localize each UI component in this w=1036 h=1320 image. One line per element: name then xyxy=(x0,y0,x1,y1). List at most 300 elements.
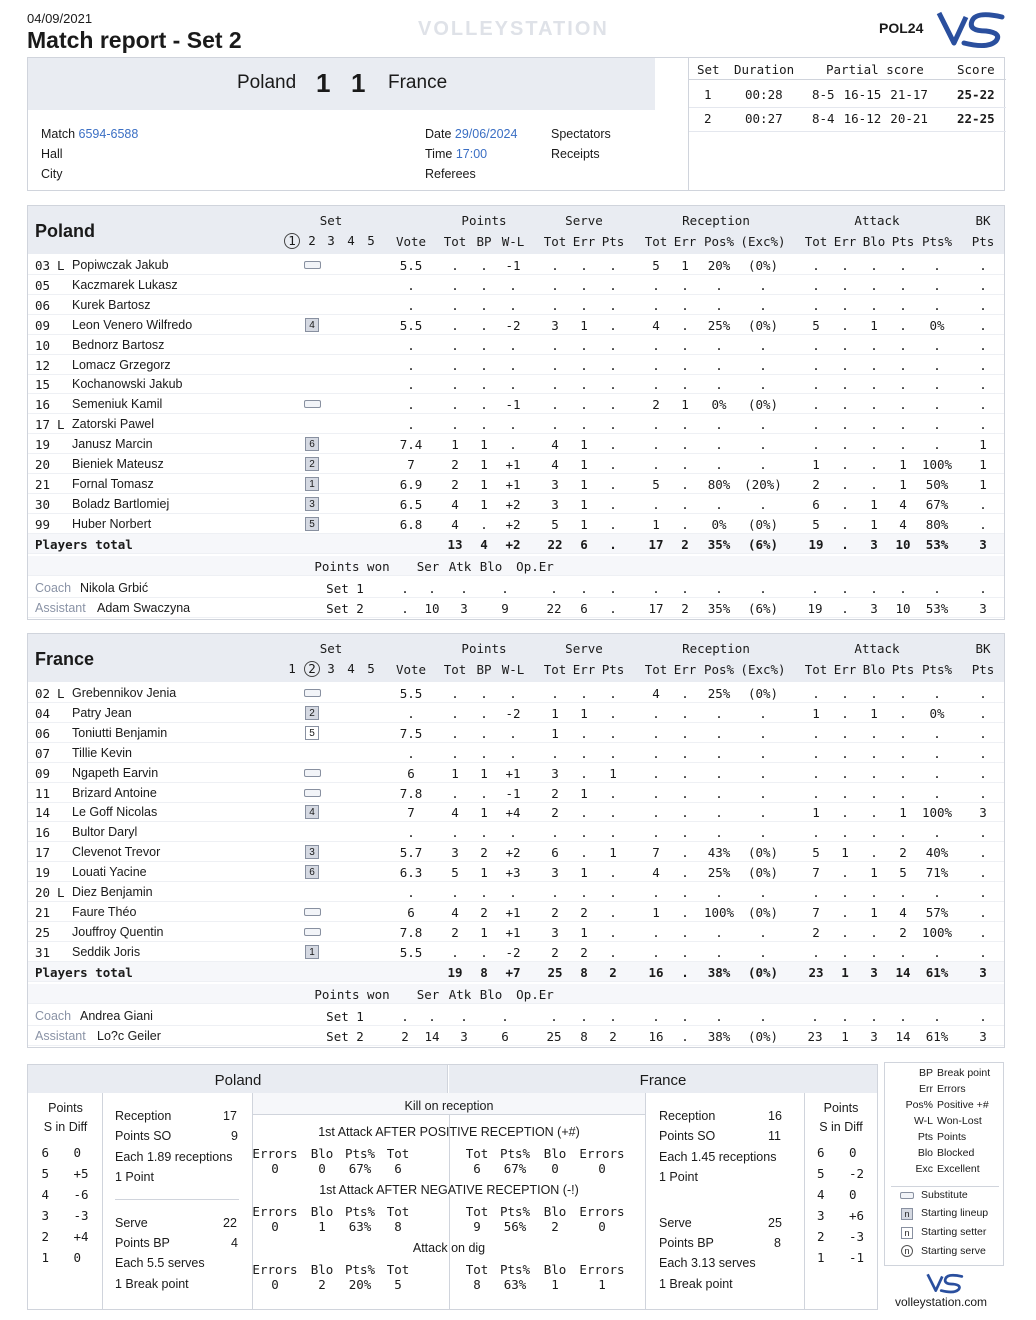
stat-cell: 100% xyxy=(921,457,953,472)
stat-cell: . xyxy=(480,377,488,393)
legend-abbr: Exc xyxy=(915,1163,933,1175)
set-label: Set 1 xyxy=(326,1008,364,1024)
col-header: Err xyxy=(833,234,857,249)
set-label: Set 2 xyxy=(326,600,364,616)
player-row xyxy=(28,454,1004,474)
stat-cell: . xyxy=(979,417,987,433)
col-group-set: Set xyxy=(319,213,343,228)
set-stat-cell: . xyxy=(550,580,558,596)
stat-cell: . xyxy=(652,457,660,472)
won-header-cell: Atk xyxy=(448,558,472,574)
stat-cell: . xyxy=(580,845,588,861)
kill-left-header: Pts% xyxy=(344,1204,376,1219)
set-number-1 xyxy=(282,661,302,676)
stat-cell: . xyxy=(609,885,617,900)
set-stat-cell: 1 xyxy=(841,1028,849,1044)
col-header: Vote xyxy=(395,662,427,677)
col-group-serve: Serve xyxy=(565,641,603,656)
stat-cell: . xyxy=(609,725,617,741)
stat-cell: . xyxy=(715,357,723,373)
player-name: Faure Théo xyxy=(72,904,137,919)
stat-cell: . xyxy=(812,357,820,373)
sets-hdr-duration: Duration xyxy=(734,62,795,77)
match-id-link[interactable]: 6594-6588 xyxy=(78,127,139,141)
stat-cell: . xyxy=(870,924,878,940)
stat-cell: -1 xyxy=(505,397,521,413)
player-row xyxy=(28,802,1004,822)
kill-left-value: 8 xyxy=(394,1219,402,1234)
stat-cell: . xyxy=(759,885,767,900)
col-header: Tot xyxy=(804,662,828,677)
stat-cell: 4 xyxy=(652,865,660,881)
sdiff-rotation: 2 xyxy=(817,1229,825,1244)
team-name: France xyxy=(35,649,95,669)
stat-cell: 1 xyxy=(609,765,617,781)
current-set-circle: 1 xyxy=(284,233,300,249)
col-group-points: Points xyxy=(461,213,507,228)
stat-cell: . xyxy=(899,317,907,333)
player-number: 20 xyxy=(35,885,51,900)
stat-cell: . xyxy=(759,457,767,472)
stat-cell: 1 xyxy=(870,516,878,532)
set-stat-cell: 19 xyxy=(807,600,823,616)
kill-on-reception-box xyxy=(253,1093,645,1310)
set-stat-cell: 2 xyxy=(401,1028,409,1044)
stat-cell: 1 xyxy=(480,865,488,881)
stat-cell: . xyxy=(609,397,617,413)
starting-position-badge: 4 xyxy=(305,318,319,332)
player-number: 19 xyxy=(35,865,51,881)
stat-cell: . xyxy=(681,417,689,433)
stat-cell: . xyxy=(580,397,588,413)
stat-cell: . xyxy=(812,765,820,781)
stat-cell: . xyxy=(451,725,459,741)
stat-cell: 1 xyxy=(812,457,820,472)
col-group-attack: Attack xyxy=(854,213,900,228)
kill-right-value: 9 xyxy=(473,1219,481,1234)
stat-cell: . xyxy=(715,705,723,721)
stat-cell: . xyxy=(899,705,907,721)
stat-cell: . xyxy=(759,924,767,940)
stat-cell: 3 xyxy=(979,805,987,821)
stat-cell: . xyxy=(979,924,987,940)
sdiff-value: 0 xyxy=(73,1250,82,1265)
stat-cell: . xyxy=(979,865,987,881)
sdiff-rotation: 3 xyxy=(41,1208,50,1223)
legend-substitute: Substitute xyxy=(921,1189,968,1201)
stat-cell: 1 xyxy=(580,437,588,453)
set-stat-cell: 10 xyxy=(424,600,440,616)
col-group-serve: Serve xyxy=(565,213,603,228)
stat-cell: . xyxy=(407,417,415,433)
stat-cell: . xyxy=(979,297,987,313)
set-stat-cell: . xyxy=(550,1008,558,1024)
stat-cell: . xyxy=(841,686,849,701)
stat-cell: . xyxy=(870,805,878,821)
stat-cell: . xyxy=(899,885,907,900)
kill-left-value: 63% xyxy=(348,1219,372,1234)
stat-cell: 4 xyxy=(899,516,907,532)
stat-cell: 25% xyxy=(707,317,731,333)
stat-cell: 4 xyxy=(551,457,559,472)
legend-desc: Blocked xyxy=(937,1147,975,1159)
stat-cell: . xyxy=(681,357,689,373)
away-serve-point: 1 Break point xyxy=(659,1277,733,1291)
team-name: Poland xyxy=(35,221,96,241)
set-stat-cell: . xyxy=(401,1008,409,1024)
player-row xyxy=(28,723,1004,743)
kill-right-header: Pts% xyxy=(499,1146,531,1161)
col-header: Tot xyxy=(443,234,467,249)
set-stat-cell: . xyxy=(609,600,617,616)
player-number: 06 xyxy=(35,725,51,741)
set-row-partial: 8-4 16-12 20-21 xyxy=(812,111,928,126)
stat-cell: . xyxy=(681,805,689,821)
player-number: 09 xyxy=(35,765,51,781)
stat-cell: . xyxy=(451,825,459,841)
kill-left-value: 5 xyxy=(394,1277,402,1292)
player-name: Kochanowski Jakub xyxy=(72,377,183,392)
home-serve-value: 22 xyxy=(223,1216,237,1230)
set-stat-cell: . xyxy=(759,580,767,596)
stat-cell: 1 xyxy=(841,845,849,861)
stat-cell: . xyxy=(715,277,723,293)
legend-abbr: Pts xyxy=(917,1131,933,1143)
stat-cell: . xyxy=(551,686,559,701)
stat-cell: . xyxy=(652,785,660,801)
player-name: Diez Benjamin xyxy=(72,885,153,899)
player-number: 05 xyxy=(35,277,51,293)
stat-cell: . xyxy=(609,337,617,353)
stat-cell: 1 xyxy=(870,865,878,881)
player-number: 02 xyxy=(35,686,51,701)
stat-cell: . xyxy=(681,496,689,512)
stat-cell: . xyxy=(681,337,689,353)
kill-right-header: Tot xyxy=(465,1204,489,1219)
stat-cell: . xyxy=(451,417,459,433)
team-header-bar xyxy=(28,206,1004,254)
stat-cell: -1 xyxy=(505,785,521,801)
stat-cell: . xyxy=(681,476,689,492)
won-header-cell: Blo xyxy=(479,986,503,1002)
total-cell: . xyxy=(609,536,617,552)
away-sdiff-box xyxy=(805,1093,877,1310)
stat-cell: . xyxy=(933,885,941,900)
home-sdiff-label: S in Diff xyxy=(43,1120,88,1134)
set-number-label: 3 xyxy=(327,661,335,676)
kill-left-header: Tot xyxy=(386,1204,410,1219)
stat-cell: . xyxy=(609,496,617,512)
stat-cell: 71% xyxy=(925,865,949,881)
stat-cell: 3 xyxy=(551,317,559,333)
stat-cell: 7 xyxy=(812,865,820,881)
player-name: Zatorski Pawel xyxy=(72,417,154,432)
stat-cell: . xyxy=(841,417,849,433)
stat-cell: . xyxy=(480,944,488,960)
stat-cell: . xyxy=(580,885,588,900)
stat-cell: . xyxy=(609,297,617,313)
stat-cell: (0%) xyxy=(747,686,779,701)
stat-cell: 5 xyxy=(812,317,820,333)
stat-cell: +2 xyxy=(505,516,521,532)
stat-cell: . xyxy=(812,885,820,900)
stat-cell: -2 xyxy=(505,705,521,721)
stat-cell: . xyxy=(652,885,660,900)
stat-cell: 1 xyxy=(480,805,488,821)
stat-cell: . xyxy=(652,944,660,960)
stat-cell: 7.8 xyxy=(399,924,423,940)
stat-cell: 1 xyxy=(652,904,660,920)
player-row xyxy=(28,414,1004,434)
stat-cell: 6.8 xyxy=(399,516,423,532)
stat-cell: . xyxy=(759,357,767,373)
points-won-header xyxy=(28,556,1004,576)
set-row-score: 22-25 xyxy=(957,111,995,126)
kill-left-value: 0 xyxy=(271,1161,279,1176)
stat-cell: . xyxy=(979,337,987,353)
stat-cell: . xyxy=(480,357,488,373)
player-number: 19 xyxy=(35,437,51,453)
stat-cell: . xyxy=(407,745,415,761)
stat-cell: 6 xyxy=(407,904,415,920)
stat-cell: 2 xyxy=(551,904,559,920)
legend-starting-setter: Starting setter xyxy=(921,1226,987,1238)
stat-cell: 1 xyxy=(812,805,820,821)
stat-cell: . xyxy=(841,904,849,920)
total-cell: 13 xyxy=(447,536,463,552)
player-row xyxy=(28,355,1004,375)
col-group-bk: BK xyxy=(975,213,991,228)
stat-cell: . xyxy=(715,457,723,472)
stat-cell: . xyxy=(509,337,517,353)
legend-abbr: BP xyxy=(918,1067,933,1079)
stat-cell: . xyxy=(509,725,517,741)
set-stat-cell: . xyxy=(870,1008,878,1024)
stat-cell: 7 xyxy=(812,904,820,920)
stat-cell: . xyxy=(451,337,459,353)
sdiff-rotation: 1 xyxy=(41,1250,50,1265)
col-header: Pts xyxy=(891,662,915,677)
libero-marker: L xyxy=(57,885,65,900)
stat-cell: . xyxy=(509,357,517,373)
set-number-4 xyxy=(341,233,361,248)
total-cell: 6 xyxy=(580,536,588,552)
set-row-partial: 8-5 16-15 21-17 xyxy=(812,87,928,102)
col-header: Pos% xyxy=(703,234,735,249)
stat-cell: . xyxy=(812,437,820,453)
player-row xyxy=(28,703,1004,723)
stat-cell: . xyxy=(899,417,907,433)
sdiff-rotation: 4 xyxy=(817,1187,825,1202)
set-row-duration: 00:28 xyxy=(745,87,783,102)
set-stat-cell: (0%) xyxy=(747,1028,779,1044)
stat-cell: . xyxy=(870,357,878,373)
player-row xyxy=(28,275,1004,295)
won-header-cell: Atk xyxy=(448,986,472,1002)
stat-cell: . xyxy=(451,785,459,801)
stat-cell: 1 xyxy=(899,476,907,492)
stat-cell: . xyxy=(681,825,689,841)
stat-cell: . xyxy=(899,277,907,293)
stat-cell: 4 xyxy=(652,317,660,333)
stat-cell: . xyxy=(870,476,878,492)
stat-cell: . xyxy=(715,337,723,353)
match-label: Match xyxy=(41,127,76,141)
set-stat-cell: . xyxy=(501,580,509,596)
stat-cell: . xyxy=(841,437,849,453)
stat-cell: . xyxy=(480,317,488,333)
home-sdiff-box xyxy=(28,1093,103,1310)
set-stat-cell: . xyxy=(501,1008,509,1024)
stat-cell: 1 xyxy=(580,476,588,492)
stat-cell: . xyxy=(480,686,488,701)
away-sdiff-label: S in Diff xyxy=(819,1120,863,1134)
kill-left-header: Pts% xyxy=(344,1146,376,1161)
col-group-bk: BK xyxy=(975,641,991,656)
player-row xyxy=(28,922,1004,942)
stat-cell: . xyxy=(899,377,907,393)
stat-cell: . xyxy=(899,725,907,741)
col-group-points: Points xyxy=(461,641,507,656)
player-row xyxy=(28,374,1004,394)
stat-cell: . xyxy=(979,277,987,293)
stat-cell: . xyxy=(870,337,878,353)
stat-cell: . xyxy=(870,377,878,393)
stat-cell: . xyxy=(451,885,459,900)
stat-cell: . xyxy=(759,745,767,761)
stat-cell: . xyxy=(681,437,689,453)
won-header-cell: Op.Er xyxy=(516,986,554,1002)
starting-position-badge: 2 xyxy=(305,706,319,720)
player-number: 31 xyxy=(35,944,51,960)
stat-cell: . xyxy=(681,845,689,861)
stat-cell: . xyxy=(933,297,941,313)
total-cell: (6%) xyxy=(747,536,779,552)
col-header: (Exc%) xyxy=(740,234,786,249)
col-header: Pts% xyxy=(921,234,953,249)
won-header-cell: Ser xyxy=(416,986,440,1002)
stat-cell: 1 xyxy=(979,437,987,453)
stat-cell: . xyxy=(551,357,559,373)
sdiff-value: 0 xyxy=(849,1187,857,1202)
total-cell: 19 xyxy=(808,536,824,552)
home-serve-point: 1 Break point xyxy=(115,1277,189,1291)
stat-cell: . xyxy=(681,865,689,881)
stat-cell: +1 xyxy=(505,765,521,781)
stat-cell: . xyxy=(759,765,767,781)
legend-desc: Won-Lost xyxy=(937,1115,982,1127)
col-header: Tot xyxy=(543,234,567,249)
stat-cell: . xyxy=(870,417,878,433)
kill-left-header: Tot xyxy=(386,1146,410,1161)
player-row xyxy=(28,902,1004,922)
home-serve-label: Serve xyxy=(115,1216,148,1230)
stat-cell: . xyxy=(979,944,987,960)
stat-cell: . xyxy=(979,397,987,413)
stat-cell: 3 xyxy=(551,476,559,492)
stat-cell: . xyxy=(451,277,459,293)
set-summary-row xyxy=(28,578,1004,598)
stat-cell: . xyxy=(580,377,588,393)
stat-cell: 1 xyxy=(580,924,588,940)
stat-cell: . xyxy=(451,377,459,393)
total-cell: 3 xyxy=(870,964,878,980)
stat-cell: . xyxy=(979,845,987,861)
stat-cell: . xyxy=(870,785,878,801)
stat-cell: 5.5 xyxy=(399,258,423,273)
set-stat-cell: 14 xyxy=(424,1028,440,1044)
set-stat-cell: . xyxy=(899,1008,907,1024)
total-cell: . xyxy=(681,964,689,980)
stat-cell: . xyxy=(609,865,617,881)
stat-cell: . xyxy=(509,885,517,900)
stat-cell: . xyxy=(979,904,987,920)
stat-cell: . xyxy=(870,258,878,273)
kill-left-value: 0 xyxy=(318,1161,326,1176)
coach-name: Andrea Giani xyxy=(80,1008,153,1023)
stat-cell: . xyxy=(759,785,767,801)
set-stat-cell: . xyxy=(681,1028,689,1044)
player-number: 09 xyxy=(35,317,51,333)
stat-cell: . xyxy=(715,825,723,841)
total-cell: 19 xyxy=(447,964,463,980)
set-stat-cell: 3 xyxy=(979,600,987,616)
footer-logo-icon xyxy=(926,1272,964,1294)
stat-cell: . xyxy=(580,725,588,741)
stat-cell: . xyxy=(841,277,849,293)
total-cell: 53% xyxy=(925,536,949,552)
stat-cell: 1 xyxy=(979,476,987,492)
stat-cell: -1 xyxy=(505,258,521,273)
legend-abbr: Pos% xyxy=(905,1099,933,1111)
set-stat-cell: . xyxy=(933,1008,941,1024)
stat-cell: . xyxy=(681,904,689,920)
stat-cell: +2 xyxy=(505,496,521,512)
player-name: Louati Yacine xyxy=(72,865,147,880)
stat-cell: . xyxy=(551,277,559,293)
player-name: Kaczmarek Lukasz xyxy=(72,277,178,292)
away-serve-value: 25 xyxy=(768,1216,782,1230)
kill-right-header: Blo xyxy=(543,1204,567,1219)
team-table-france xyxy=(27,633,1005,1048)
stat-cell: . xyxy=(551,337,559,353)
player-name: Lomacz Grzegorz xyxy=(72,357,171,372)
legend-abbr: W-L xyxy=(913,1115,933,1127)
legend-abbr: Err xyxy=(919,1083,933,1095)
set-stat-cell: (6%) xyxy=(747,600,779,616)
stat-cell: . xyxy=(979,765,987,781)
stat-cell: . xyxy=(652,745,660,761)
col-header: Pos% xyxy=(703,662,735,677)
total-cell: 10 xyxy=(895,536,911,552)
player-number: 07 xyxy=(35,745,51,761)
team-header-bar xyxy=(28,634,1004,682)
player-number: 11 xyxy=(35,785,51,801)
stat-cell: (0%) xyxy=(747,845,779,861)
stat-cell: . xyxy=(652,705,660,721)
player-name: Ngapeth Earvin xyxy=(72,765,159,780)
stat-cell: . xyxy=(451,705,459,721)
set-label: Set 1 xyxy=(326,580,364,596)
set-stat-cell: . xyxy=(715,580,723,596)
away-sets-won: 1 xyxy=(351,68,366,98)
player-row xyxy=(28,335,1004,355)
stat-cell: . xyxy=(870,885,878,900)
legend-abbr: Blo xyxy=(917,1147,933,1159)
col-header: (Exc%) xyxy=(740,662,786,677)
stat-cell: . xyxy=(812,277,820,293)
stat-cell: . xyxy=(715,924,723,940)
